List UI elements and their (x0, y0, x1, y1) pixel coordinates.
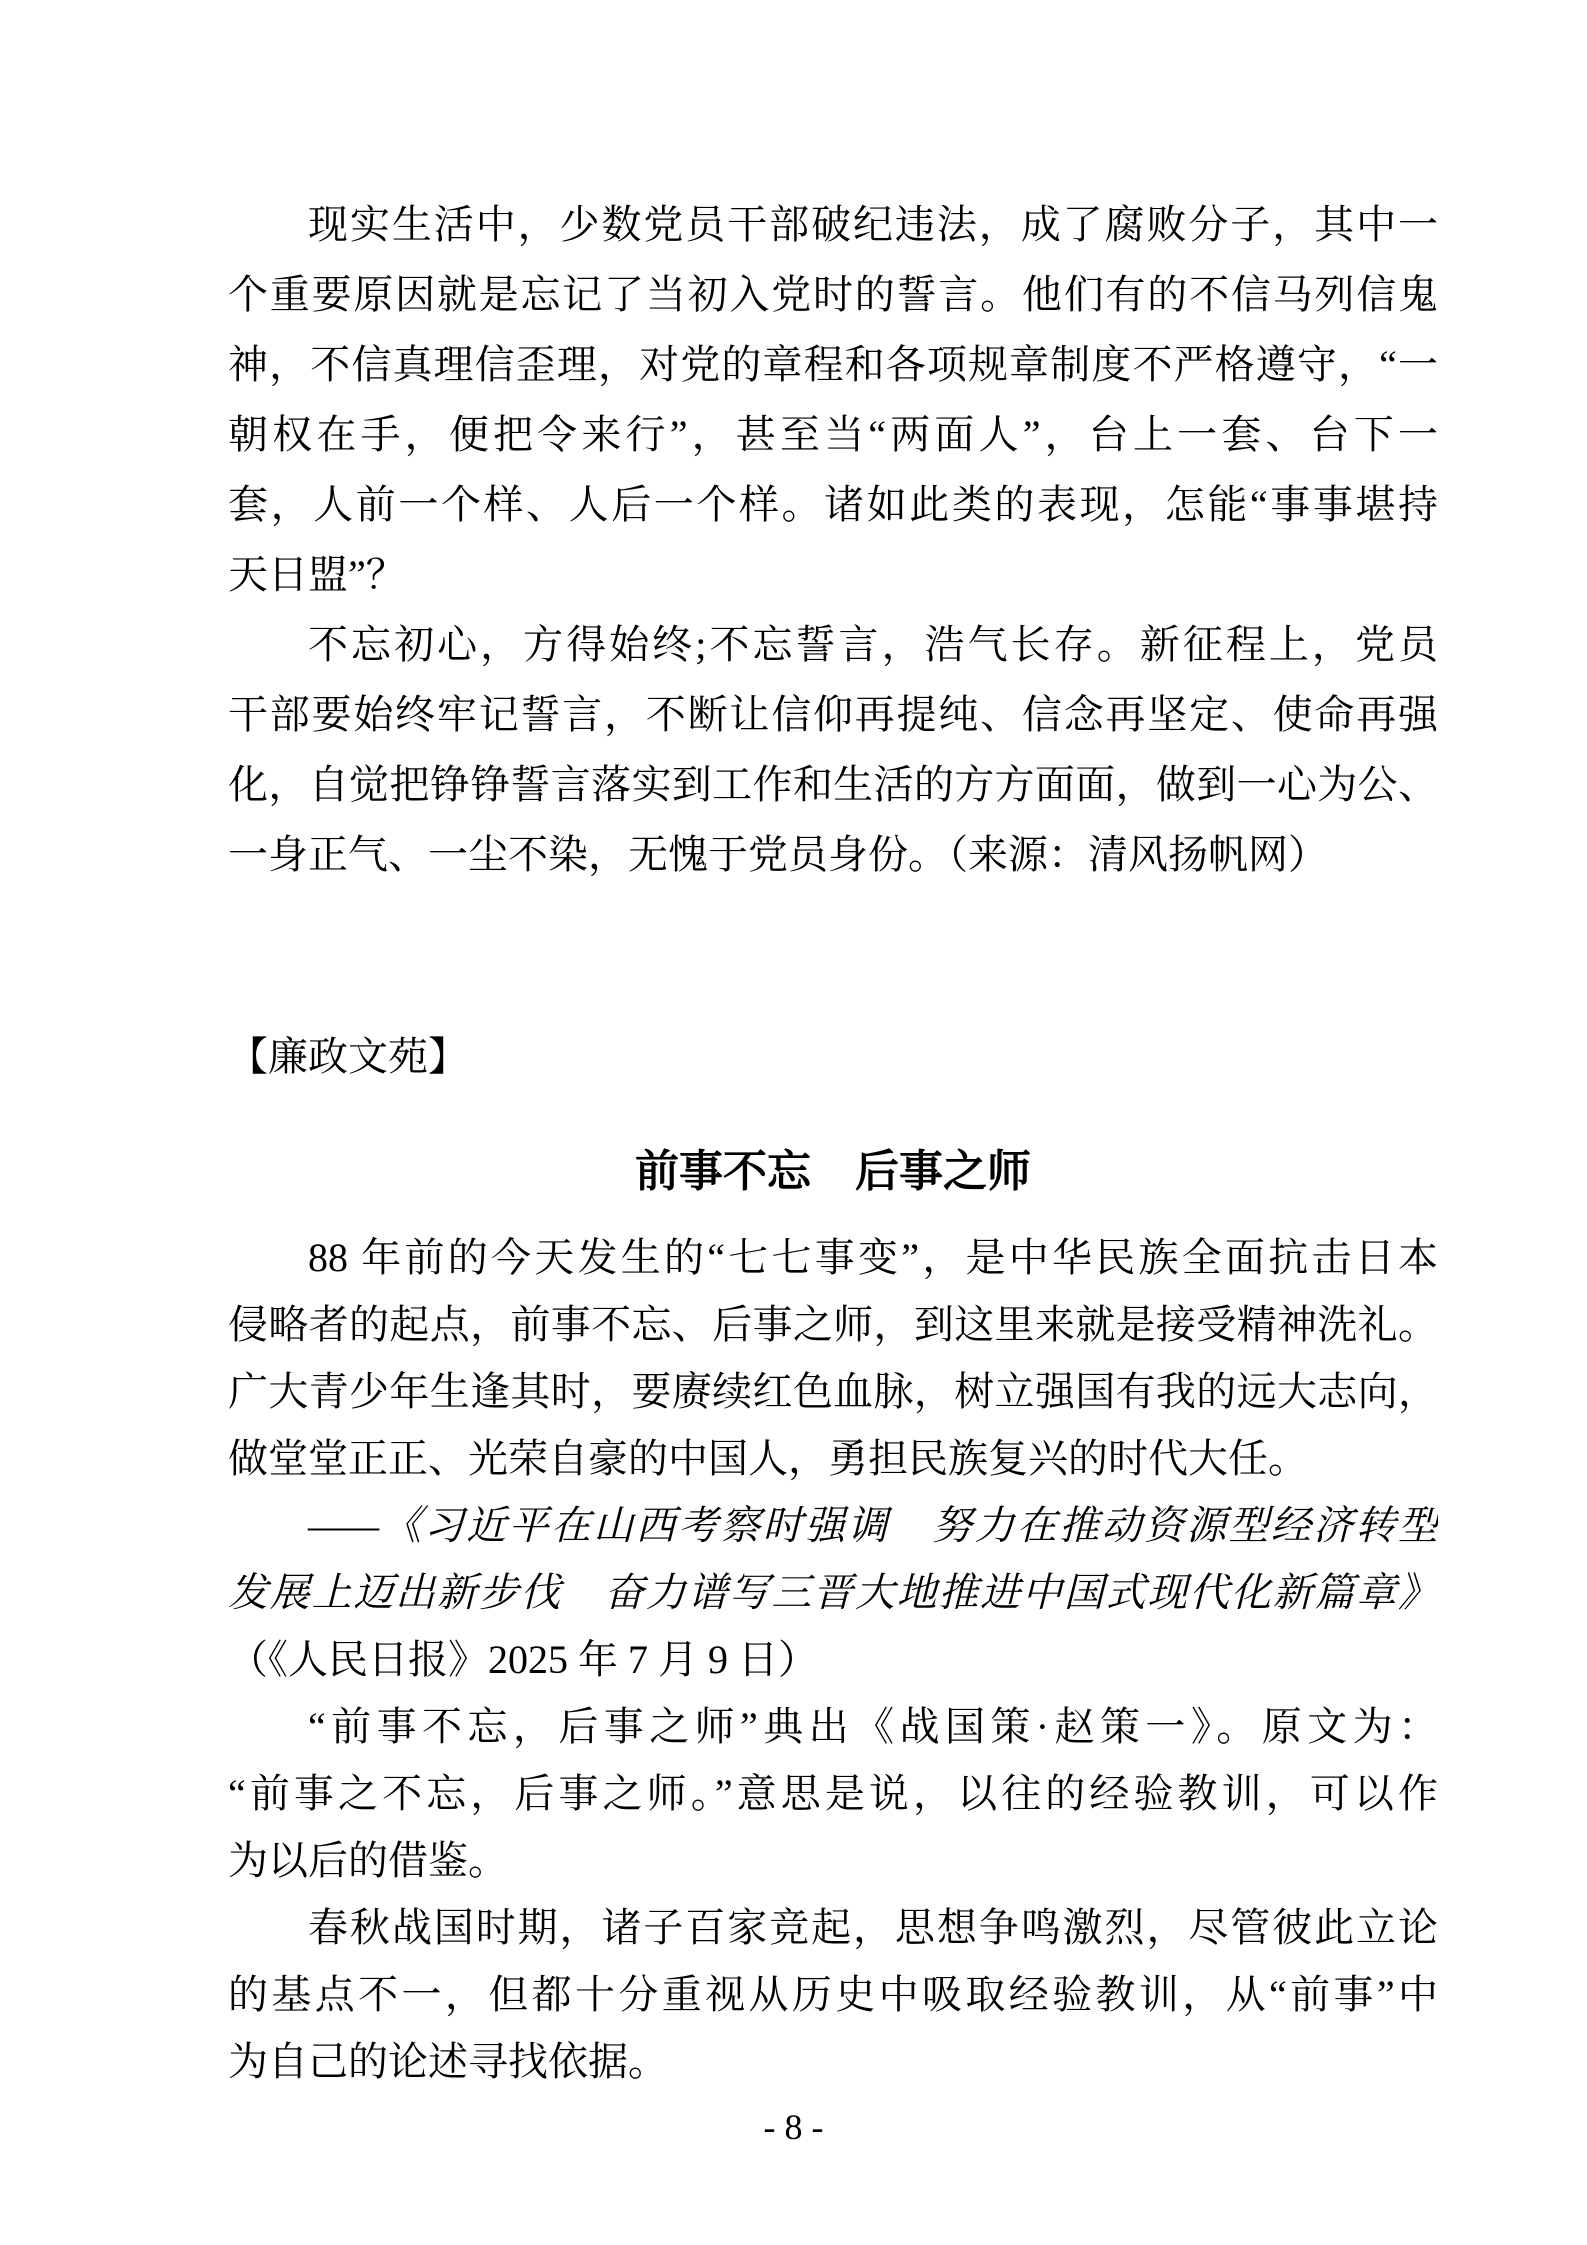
text-line: 广大青少年生逢其时，要赓续红色血脉，树立强国有我的远大志向， (228, 1369, 1438, 1414)
text-line: 88 年前的今天发生的“七七事变”，是中华民族全面抗击日本 (308, 1235, 1438, 1280)
text-line: “前事之不忘，后事之师。”意思是说，以往的经验教训，可以作 (228, 1771, 1438, 1816)
text-line: 侵略者的起点，前事不忘、后事之师，到这里来就是接受精神洗礼。 (228, 1302, 1438, 1347)
article-paragraph-history (228, 1894, 1438, 2095)
text-line: 化，自觉把铮铮誓言落实到工作和生活的方方面面，做到一心为公、 (228, 762, 1438, 807)
text-line: 套，人前一个样、人后一个样。诸如此类的表现，怎能“事事堪持 (228, 482, 1438, 527)
text-line: 一身正气、一尘不染，无愧于党员身份。（来源：清风扬帆网） (228, 832, 1328, 877)
oath-paragraph-1 (228, 190, 1438, 610)
text-line: 的基点不一，但都十分重视从历史中吸取经验教训，从“前事”中 (228, 1972, 1438, 2017)
oath-paragraph-2 (228, 610, 1438, 890)
text-line: “前事不忘，后事之师”典出《战国策·赵策一》。原文为： (308, 1704, 1438, 1749)
text-line: 天日盟”？ (228, 552, 406, 597)
citation-line: 发展上迈出新步伐 奋力谱写三晋大地推进中国式现代化新篇章》 (228, 1570, 1438, 1615)
citation-line: ——《习近平在山西考察时强调 努力在推动资源型经济转型 (308, 1503, 1438, 1548)
text-line: 春秋战国时期，诸子百家竞起，思想争鸣激烈，尽管彼此立论 (308, 1905, 1438, 1950)
article-citation (228, 1492, 1438, 1693)
text-line: 神，不信真理信歪理，对党的章程和各项规章制度不严格遵守，“一 (228, 342, 1438, 387)
text-line: 不忘初心，方得始终;不忘誓言，浩气长存。新征程上，党员 (308, 622, 1438, 667)
text-line: 朝权在手，便把令来行”，甚至当“两面人”，台上一套、台下一 (228, 412, 1438, 457)
article-paragraph-origin (228, 1693, 1438, 1894)
article-paragraph-quote (228, 1224, 1438, 1492)
text-line: 做堂堂正正、光荣自豪的中国人，勇担民族复兴的时代大任。 (228, 1436, 1308, 1481)
text-line: 为以后的借鉴。 (228, 1838, 508, 1883)
document-content (228, 190, 1438, 2095)
section-header: 【廉政文苑】 (228, 1034, 468, 1079)
text-line: 为自己的论述寻找依据。 (228, 2039, 668, 2084)
text-line: 个重要原因就是忘记了当初入党时的誓言。他们有的不信马列信鬼 (228, 272, 1438, 317)
article-body (228, 1224, 1438, 2095)
article-title: 前事不忘 后事之师 (635, 1147, 1031, 1196)
text-line: 干部要始终牢记誓言，不断让信仰再提纯、信念再坚定、使命再强 (228, 692, 1438, 737)
citation-source-line: （《人民日报》2025 年 7 月 9 日） (228, 1637, 818, 1682)
text-line: 现实生活中，少数党员干部破纪违法，成了腐败分子，其中一 (308, 202, 1438, 247)
page-number: - 8 - (763, 2107, 824, 2147)
